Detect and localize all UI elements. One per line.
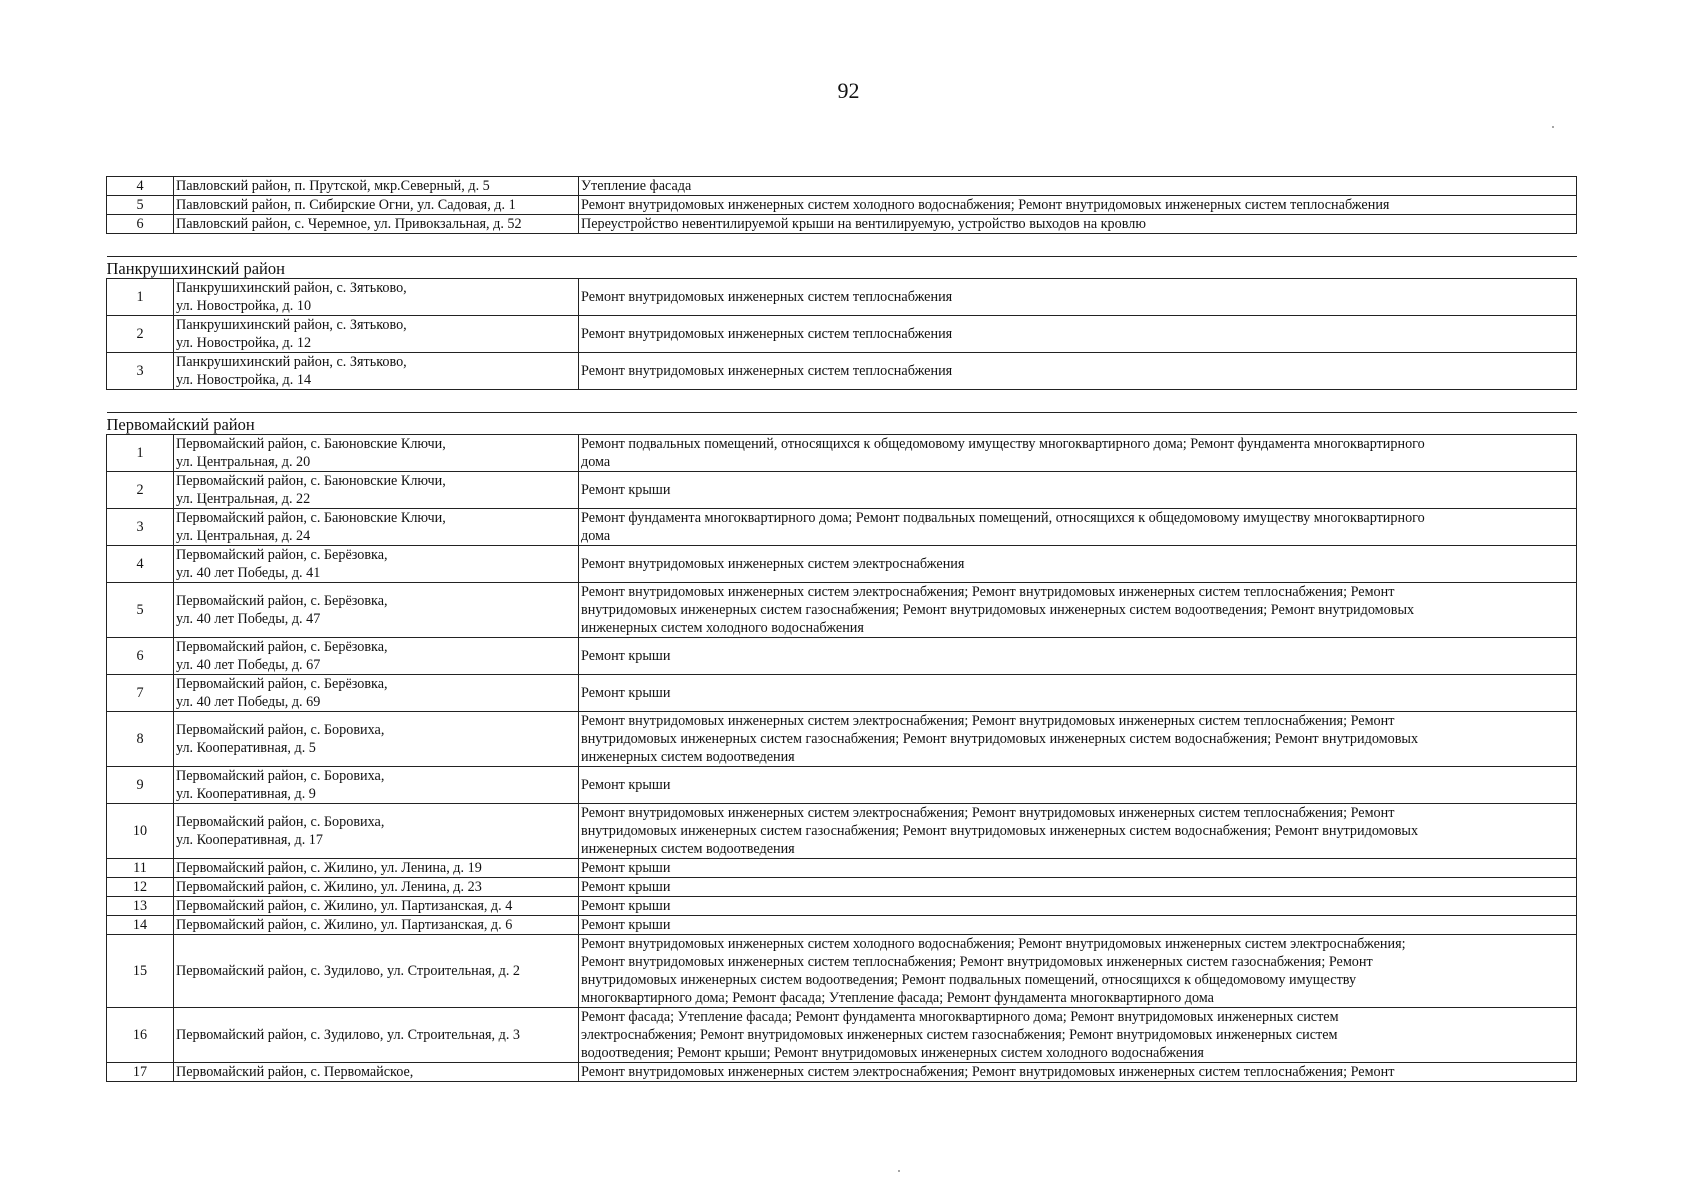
district-heading: Первомайский район — [107, 413, 1577, 435]
address-cell — [174, 435, 579, 472]
address-line: ул. 40 лет Победы, д. 47 — [176, 611, 321, 627]
work-cell — [579, 897, 1577, 916]
address-line: Павловский район, п. Прутской, мкр.Северный, д. 5 — [176, 178, 490, 194]
address-line: ул. Новостройка, д. 10 — [176, 298, 312, 314]
table-row — [107, 583, 1577, 638]
row-number: 5 — [107, 583, 174, 638]
row-number: 10 — [107, 804, 174, 859]
work-line: Ремонт фундамента многоквартирного дома; Ремонт подвальных помещений, относящихся к общедомовому имуществу многоквартирного — [581, 510, 1425, 526]
work-line: многоквартирного дома; Ремонт фасада; Утепление фасада; Ремонт фундамента многоквартирного дома — [581, 990, 1214, 1006]
address-line: Первомайский район, с. Баюновские Ключи, — [176, 510, 446, 526]
work-line: внутридомовых инженерных систем водоотведения; Ремонт подвальных помещений, относящихся к общедомовому имуществу — [581, 972, 1357, 988]
row-number: 11 — [107, 859, 174, 878]
scan-speck — [898, 1170, 900, 1172]
work-line: внутридомовых инженерных систем газоснабжения; Ремонт внутридомовых инженерных систем водоснабжения; Ремонт внутридомовых — [581, 823, 1419, 839]
row-number: 3 — [107, 353, 174, 390]
address-cell — [174, 804, 579, 859]
work-line: электроснабжения; Ремонт внутридомовых инженерных систем газоснабжения; Ремонт внутридомовых инженерных систем — [581, 1027, 1338, 1043]
work-cell — [579, 916, 1577, 935]
work-line: Ремонт крыши — [581, 777, 671, 793]
address-cell — [174, 509, 579, 546]
table-row — [107, 215, 1577, 234]
row-number: 14 — [107, 916, 174, 935]
table-row — [107, 935, 1577, 1008]
work-line: Ремонт внутридомовых инженерных систем электроснабжения; Ремонт внутридомовых инженерных систем теплоснабжения; Ремонт — [581, 584, 1395, 600]
work-cell — [579, 316, 1577, 353]
row-number: 15 — [107, 935, 174, 1008]
table-row — [107, 638, 1577, 675]
row-number: 6 — [107, 215, 174, 234]
address-cell — [174, 472, 579, 509]
address-line: Панкрушихинский район, с. Зятьково, — [176, 280, 407, 296]
row-number: 4 — [107, 177, 174, 196]
row-number: 3 — [107, 509, 174, 546]
work-cell — [579, 638, 1577, 675]
work-cell — [579, 1063, 1577, 1082]
work-cell — [579, 279, 1577, 316]
row-number: 9 — [107, 767, 174, 804]
work-line: Ремонт крыши — [581, 482, 671, 498]
address-cell — [174, 916, 579, 935]
work-line: Ремонт фасада; Утепление фасада; Ремонт фундамента многоквартирного дома; Ремонт внутридомовых инженерных систем — [581, 1009, 1339, 1025]
row-number: 1 — [107, 279, 174, 316]
table-row — [107, 546, 1577, 583]
work-line: внутридомовых инженерных систем газоснабжения; Ремонт внутридомовых инженерных систем водоснабжения; Ремонт внутридомовых — [581, 731, 1419, 747]
spacer-row — [107, 390, 1577, 413]
scan-speck — [1552, 126, 1554, 128]
work-line: Ремонт крыши — [581, 898, 671, 914]
address-cell — [174, 279, 579, 316]
address-line: Первомайский район, с. Жилино, ул. Ленина, д. 23 — [176, 879, 482, 895]
section-row — [107, 257, 1577, 279]
table-row — [107, 712, 1577, 767]
address-cell — [174, 316, 579, 353]
address-line: Первомайский район, с. Берёзовка, — [176, 676, 388, 692]
table-row — [107, 897, 1577, 916]
work-cell — [579, 435, 1577, 472]
spacer-row — [107, 234, 1577, 257]
work-line: Ремонт внутридомовых инженерных систем электроснабжения; Ремонт внутридомовых инженерных систем теплоснабжения; Ремонт — [581, 713, 1395, 729]
work-line: Ремонт крыши — [581, 648, 671, 664]
table-row — [107, 279, 1577, 316]
address-cell — [174, 878, 579, 897]
row-number: 12 — [107, 878, 174, 897]
work-cell — [579, 878, 1577, 897]
address-line: Первомайский район, с. Боровиха, — [176, 722, 385, 738]
address-line: ул. Новостройка, д. 12 — [176, 335, 312, 351]
work-line: Ремонт внутридомовых инженерных систем электроснабжения; Ремонт внутридомовых инженерных систем теплоснабжения; Ремонт — [581, 805, 1395, 821]
work-cell — [579, 712, 1577, 767]
page-number: 92 — [837, 78, 860, 103]
table-row — [107, 878, 1577, 897]
address-cell — [174, 196, 579, 215]
table-row — [107, 675, 1577, 712]
work-line: Ремонт внутридомовых инженерных систем электроснабжения; Ремонт внутридомовых инженерных систем теплоснабжения; Ремонт — [581, 1064, 1395, 1080]
row-number: 16 — [107, 1008, 174, 1063]
work-line: Ремонт внутридомовых инженерных систем холодного водоснабжения; Ремонт внутридомовых инженерных систем электроснабжения; — [581, 936, 1406, 952]
address-line: Первомайский район, с. Баюновские Ключи, — [176, 436, 446, 452]
work-line: дома — [581, 528, 611, 544]
repair-table — [106, 176, 1577, 1082]
work-line: Ремонт внутридомовых инженерных систем теплоснабжения — [581, 326, 953, 342]
work-cell — [579, 215, 1577, 234]
work-cell — [579, 675, 1577, 712]
address-cell — [174, 215, 579, 234]
row-number: 2 — [107, 472, 174, 509]
address-cell — [174, 935, 579, 1008]
work-cell — [579, 583, 1577, 638]
address-cell — [174, 177, 579, 196]
row-number: 1 — [107, 435, 174, 472]
table-row — [107, 316, 1577, 353]
address-line: Павловский район, п. Сибирские Огни, ул. Садовая, д. 1 — [176, 197, 516, 213]
address-line: Павловский район, с. Черемное, ул. Привокзальная, д. 52 — [176, 216, 522, 232]
work-cell — [579, 804, 1577, 859]
address-line: Первомайский район, с. Берёзовка, — [176, 593, 388, 609]
row-number: 17 — [107, 1063, 174, 1082]
district-heading: Панкрушихинский район — [107, 257, 1577, 279]
address-cell — [174, 1008, 579, 1063]
table-row — [107, 196, 1577, 215]
address-line: ул. 40 лет Победы, д. 41 — [176, 565, 321, 581]
address-line: ул. Кооперативная, д. 9 — [176, 786, 316, 802]
address-cell — [174, 353, 579, 390]
address-line: Панкрушихинский район, с. Зятьково, — [176, 354, 407, 370]
section-row — [107, 413, 1577, 435]
row-number: 13 — [107, 897, 174, 916]
work-line: Ремонт внутридомовых инженерных систем холодного водоснабжения; Ремонт внутридомовых инженерных систем теплоснабжения — [581, 197, 1390, 213]
row-number: 6 — [107, 638, 174, 675]
address-line: ул. Центральная, д. 22 — [176, 491, 311, 507]
work-line: инженерных систем водоотведения — [581, 841, 795, 857]
work-cell — [579, 177, 1577, 196]
work-line: Переустройство невентилируемой крыши на вентилируемую, устройство выходов на кровлю — [581, 216, 1146, 232]
address-cell — [174, 1063, 579, 1082]
table-row — [107, 509, 1577, 546]
address-cell — [174, 638, 579, 675]
work-cell — [579, 1008, 1577, 1063]
table-row — [107, 435, 1577, 472]
address-line: ул. Кооперативная, д. 5 — [176, 740, 316, 756]
address-line: ул. 40 лет Победы, д. 69 — [176, 694, 321, 710]
address-line: Первомайский район, с. Берёзовка, — [176, 639, 388, 655]
table-row — [107, 472, 1577, 509]
row-number: 8 — [107, 712, 174, 767]
work-line: инженерных систем водоотведения — [581, 749, 795, 765]
work-cell — [579, 196, 1577, 215]
address-cell — [174, 767, 579, 804]
address-line: Первомайский район, с. Баюновские Ключи, — [176, 473, 446, 489]
address-cell — [174, 675, 579, 712]
table-row — [107, 767, 1577, 804]
table-row — [107, 177, 1577, 196]
work-line: Ремонт внутридомовых инженерных систем теплоснабжения — [581, 289, 953, 305]
work-cell — [579, 546, 1577, 583]
work-line: Ремонт крыши — [581, 917, 671, 933]
work-line: Ремонт внутридомовых инженерных систем электроснабжения — [581, 556, 965, 572]
address-line: ул. Кооперативная, д. 17 — [176, 832, 323, 848]
address-line: Первомайский район, с. Зудилово, ул. Строительная, д. 2 — [176, 963, 521, 979]
table-row — [107, 1008, 1577, 1063]
address-line: Первомайский район, с. Боровиха, — [176, 814, 385, 830]
work-cell — [579, 472, 1577, 509]
work-cell — [579, 509, 1577, 546]
work-line: Ремонт крыши — [581, 879, 671, 895]
work-line: инженерных систем холодного водоснабжения — [581, 620, 864, 636]
work-line: внутридомовых инженерных систем газоснабжения; Ремонт внутридомовых инженерных систем водоотведения; Ремонт внутридомовых — [581, 602, 1415, 618]
address-cell — [174, 897, 579, 916]
address-line: Первомайский район, с. Жилино, ул. Ленина, д. 19 — [176, 860, 482, 876]
row-number: 4 — [107, 546, 174, 583]
address-line: ул. Новостройка, д. 14 — [176, 372, 312, 388]
work-line: Утепление фасада — [581, 178, 692, 194]
table-row — [107, 804, 1577, 859]
work-cell — [579, 353, 1577, 390]
work-cell — [579, 767, 1577, 804]
address-cell — [174, 712, 579, 767]
work-cell — [579, 935, 1577, 1008]
address-cell — [174, 546, 579, 583]
address-line: Первомайский район, с. Жилино, ул. Партизанская, д. 4 — [176, 898, 513, 914]
table-row — [107, 353, 1577, 390]
address-line: Первомайский район, с. Зудилово, ул. Строительная, д. 3 — [176, 1027, 521, 1043]
table-row — [107, 859, 1577, 878]
work-line: Ремонт внутридомовых инженерных систем теплоснабжения — [581, 363, 953, 379]
work-line: Ремонт подвальных помещений, относящихся к общедомовому имуществу многоквартирного дома; Ремонт фундамента многоквартирного — [581, 436, 1425, 452]
address-line: Первомайский район, с. Первомайское, — [176, 1064, 414, 1080]
work-line: дома — [581, 454, 611, 470]
address-cell — [174, 859, 579, 878]
row-number: 2 — [107, 316, 174, 353]
work-line: Ремонт крыши — [581, 860, 671, 876]
address-line: Первомайский район, с. Боровиха, — [176, 768, 385, 784]
address-line: ул. Центральная, д. 20 — [176, 454, 311, 470]
address-cell — [174, 583, 579, 638]
row-number: 5 — [107, 196, 174, 215]
address-line: Панкрушихинский район, с. Зятьково, — [176, 317, 407, 333]
row-number: 7 — [107, 675, 174, 712]
table-row — [107, 1063, 1577, 1082]
work-line: Ремонт крыши — [581, 685, 671, 701]
address-line: Первомайский район, с. Берёзовка, — [176, 547, 388, 563]
work-line: Ремонт внутридомовых инженерных систем теплоснабжения; Ремонт внутридомовых инженерных систем газоснабжения; Ремонт — [581, 954, 1373, 970]
address-line: ул. Центральная, д. 24 — [176, 528, 311, 544]
address-line: Первомайский район, с. Жилино, ул. Партизанская, д. 6 — [176, 917, 513, 933]
address-line: ул. 40 лет Победы, д. 67 — [176, 657, 321, 673]
table-row — [107, 916, 1577, 935]
work-cell — [579, 859, 1577, 878]
work-line: водоотведения; Ремонт крыши; Ремонт внутридомовых инженерных систем холодного водоснабжения — [581, 1045, 1204, 1061]
